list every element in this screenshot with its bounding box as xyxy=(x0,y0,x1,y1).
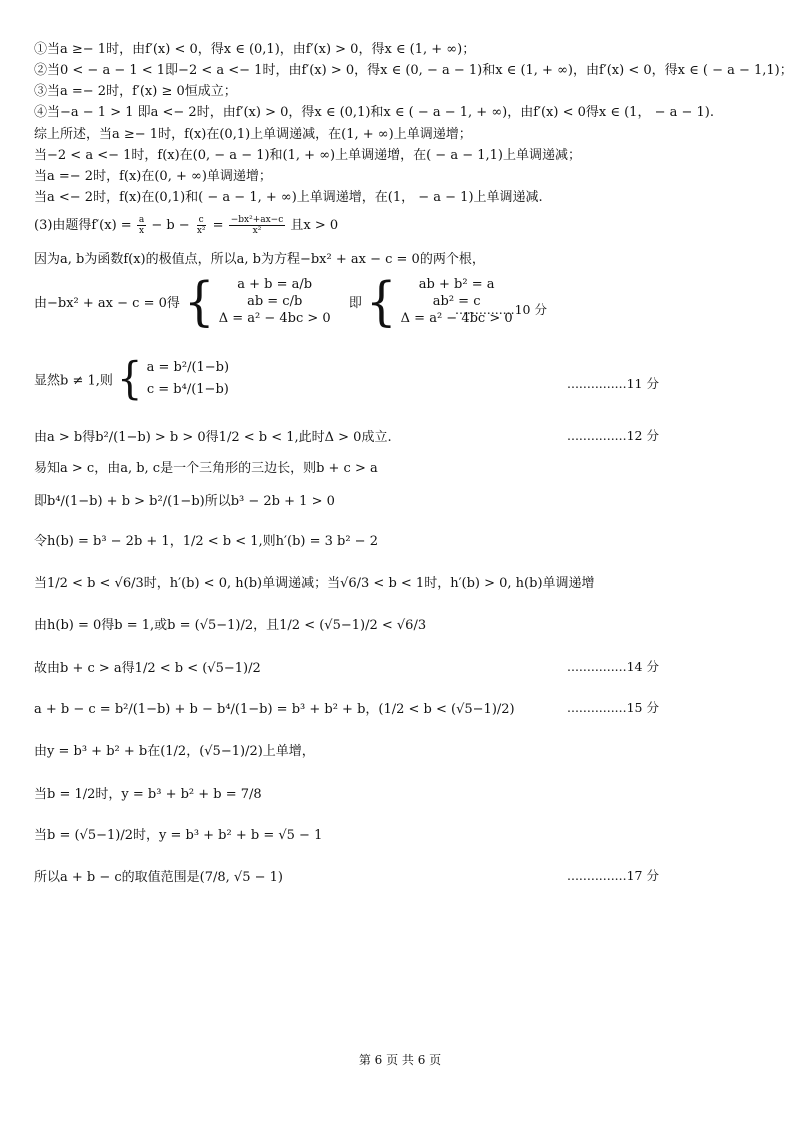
text-line: 易知a > c，由a, b, c是一个三角形的三边长，则b + c > a xyxy=(34,461,378,476)
text: (3)由题得f′(x) = xyxy=(34,218,136,233)
text-line: 当a <− 2时，f(x)在(0,1)和( − a − 1, + ∞)上单调递增，在(1， − a − 1)上单调递减. xyxy=(34,190,543,205)
score-marker: ...............12 分 xyxy=(567,428,659,443)
text-line: 由h(b) = 0得b = 1,或b = (√5−1)/2，且1/2 < (√5−1)/2 < √6/3 xyxy=(34,618,427,633)
text-line: 故由b + c > a得1/2 < b < (√5−1)/2 xyxy=(34,661,261,676)
text: 即 xyxy=(348,296,362,311)
text: 显然b ≠ 1,则 xyxy=(34,373,113,389)
fraction: $\frac{a}{x}$ xyxy=(138,215,145,236)
text-line: 当a =− 2时，f(x)在(0, + ∞)单调递增； xyxy=(34,169,272,184)
brace-icon: { xyxy=(365,270,397,333)
page-footer: 第 6 页 共 6 页 xyxy=(358,1053,442,1067)
text-line: 令h(b) = b³ − 2b + 1，1/2 < b < 1,则h′(b) = 3 b² − 2 xyxy=(34,534,378,549)
score-marker: ...............14 分 xyxy=(567,659,659,674)
equation-system: a + b = a/b ab = c/b Δ = a² − 4bc > 0 xyxy=(218,277,331,326)
fraction: $\frac{c}{\text{x²}}$ xyxy=(196,215,206,236)
score-marker: ...............11 分 xyxy=(567,376,659,391)
text-line: 综上所述，当a ≥− 1时，f(x)在(0,1)上单调递减，在(1, + ∞)上单调递增； xyxy=(34,127,472,142)
text-line: ②当0 < − a − 1 < 1即−2 < a <− 1时，由f′(x) > 0，得x ∈ (0, − a − 1)和x ∈ (1, + ∞)，由f′(x) < 0，得x ∈ ( − a − 1,1)； xyxy=(34,63,793,78)
equation-system: ab + b² = a ab² = c Δ = a² − 4bc > 0 xyxy=(400,277,513,326)
score-marker: ...............10 分 xyxy=(455,302,547,317)
score-marker: ...............15 分 xyxy=(567,700,659,715)
text-line: ①当a ≥− 1时，由f′(x) < 0，得x ∈ (0,1)，由f′(x) > 0，得x ∈ (1, + ∞)； xyxy=(34,42,476,57)
equation-system-line xyxy=(34,270,513,333)
score-marker: ...............17 分 xyxy=(567,868,659,883)
brace-icon: { xyxy=(117,353,143,405)
text-line: 由a > b得b²/(1−b) > b > 0得1/2 < b < 1,此时Δ > 0成立. xyxy=(34,430,392,445)
fraction: $\frac{\text{−bx²+ax−c}}{\text{x²}}$ xyxy=(230,215,284,236)
text-line: 当−2 < a <− 1时，f(x)在(0, − a − 1)和(1, + ∞)上单调递增，在( − a − 1,1)上单调递减； xyxy=(34,148,581,163)
text-line: 由y = b³ + b² + b在(1/2，(√5−1)/2)上单增， xyxy=(34,744,315,759)
text-line: 当b = 1/2时，y = b³ + b² + b = 7/8 xyxy=(34,787,262,802)
text: 由−bx² + ax − c = 0得 xyxy=(34,296,180,311)
equation-system: a = b²/(1−b) c = b⁴/(1−b) xyxy=(146,360,230,397)
text: = xyxy=(212,218,228,233)
text-line: ④当−a − 1 > 1 即a <− 2时，由f′(x) > 0，得x ∈ (0,1)和x ∈ ( − a − 1, + ∞)，由f′(x) < 0得x ∈ (1， − a − 1). xyxy=(34,105,714,120)
text-line-derivative xyxy=(34,214,338,236)
text-line: 因为a, b为函数f(x)的极值点，所以a, b为方程−bx² + ax − c = 0的两个根， xyxy=(34,252,485,267)
text-line: 当1/2 < b < √6/3时，h′(b) < 0, h(b)单调递减；当√6/3 < b < 1时，h′(b) > 0, h(b)单调递增 xyxy=(34,576,595,591)
text-line: a + b − c = b²/(1−b) + b − b⁴/(1−b) = b³ + b² + b，(1/2 < b < (√5−1)/2) xyxy=(34,702,515,717)
text-line: 即b⁴/(1−b) + b > b²/(1−b)所以b³ − 2b + 1 > 0 xyxy=(34,494,335,509)
text: − b − xyxy=(151,218,194,233)
text-line: 当b = (√5−1)/2时，y = b³ + b² + b = √5 − 1 xyxy=(34,828,323,843)
text-line: 所以a + b − c的取值范围是(7/8, √5 − 1) xyxy=(34,870,283,885)
brace-icon: { xyxy=(184,270,215,333)
text: 且x > 0 xyxy=(290,218,339,233)
text-line: ③当a =− 2时，f′(x) ≥ 0恒成立； xyxy=(34,84,237,99)
equation-system-line xyxy=(34,355,229,403)
